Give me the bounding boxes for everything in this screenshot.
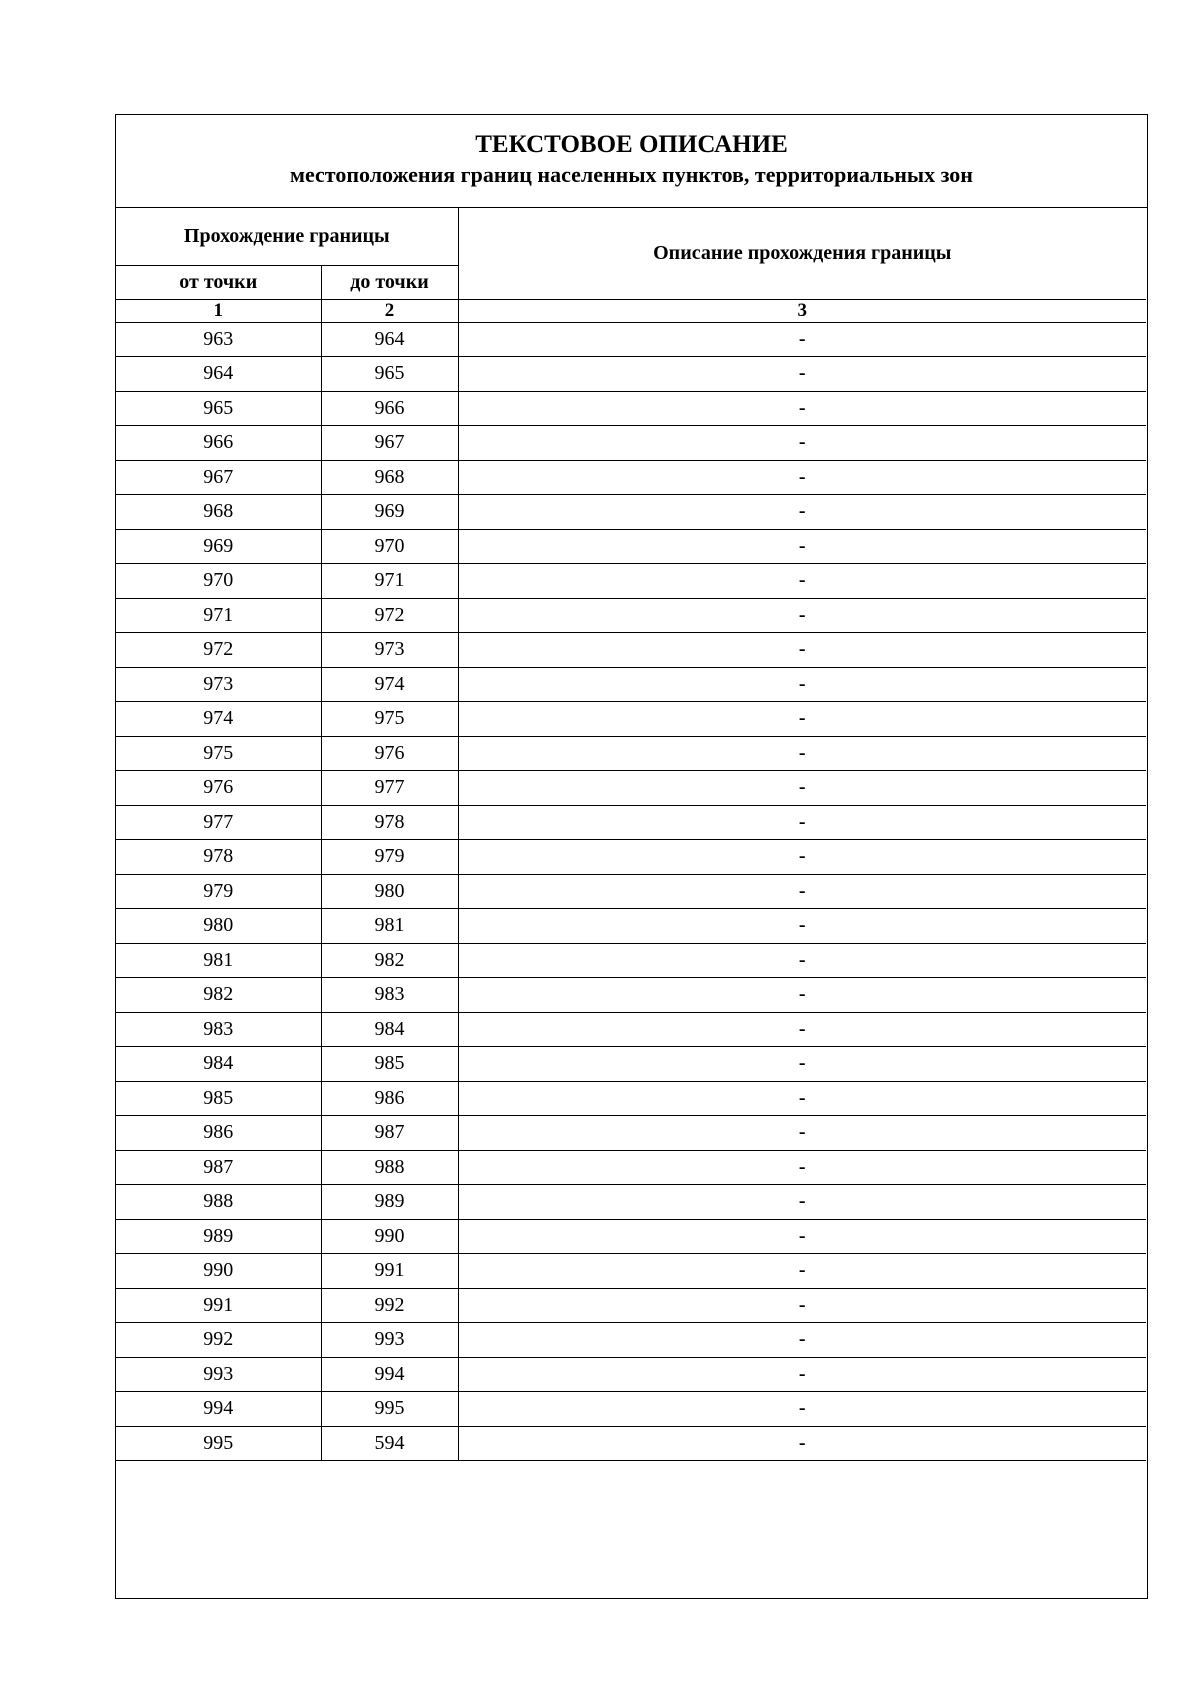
cell-to-point: 995 bbox=[321, 1392, 458, 1427]
cell-to-point: 967 bbox=[321, 426, 458, 461]
cell-description: - bbox=[458, 1323, 1146, 1358]
cell-from-point: 988 bbox=[116, 1185, 321, 1220]
table-row bbox=[116, 874, 1146, 909]
cell-to-point: 991 bbox=[321, 1254, 458, 1289]
cell-to-point: 970 bbox=[321, 529, 458, 564]
cell-to-point: 969 bbox=[321, 495, 458, 530]
cell-description: - bbox=[458, 1185, 1146, 1220]
cell-from-point: 971 bbox=[116, 598, 321, 633]
table-row bbox=[116, 1219, 1146, 1254]
cell-from-point: 965 bbox=[116, 391, 321, 426]
cell-description: - bbox=[458, 840, 1146, 875]
cell-description: - bbox=[458, 529, 1146, 564]
table-row bbox=[116, 736, 1146, 771]
cell-description: - bbox=[458, 1012, 1146, 1047]
cell-from-point: 994 bbox=[116, 1392, 321, 1427]
cell-from-point: 986 bbox=[116, 1116, 321, 1151]
table-row bbox=[116, 460, 1146, 495]
cell-from-point: 981 bbox=[116, 943, 321, 978]
boundary-table bbox=[116, 208, 1146, 1461]
cell-to-point: 971 bbox=[321, 564, 458, 599]
cell-to-point: 978 bbox=[321, 805, 458, 840]
cell-to-point: 979 bbox=[321, 840, 458, 875]
cell-description: - bbox=[458, 322, 1146, 357]
cell-to-point: 985 bbox=[321, 1047, 458, 1082]
cell-to-point: 989 bbox=[321, 1185, 458, 1220]
table-row bbox=[116, 598, 1146, 633]
table-row bbox=[116, 1047, 1146, 1082]
cell-description: - bbox=[458, 564, 1146, 599]
cell-description: - bbox=[458, 702, 1146, 737]
table-row bbox=[116, 840, 1146, 875]
cell-to-point: 988 bbox=[321, 1150, 458, 1185]
table-row bbox=[116, 1392, 1146, 1427]
cell-from-point: 995 bbox=[116, 1426, 321, 1461]
table-row bbox=[116, 1426, 1146, 1461]
title-block bbox=[116, 115, 1147, 208]
table-row bbox=[116, 909, 1146, 944]
table-row bbox=[116, 1116, 1146, 1151]
cell-to-point: 974 bbox=[321, 667, 458, 702]
cell-description: - bbox=[458, 1116, 1146, 1151]
table-row bbox=[116, 1185, 1146, 1220]
cell-to-point: 968 bbox=[321, 460, 458, 495]
cell-from-point: 977 bbox=[116, 805, 321, 840]
cell-from-point: 992 bbox=[116, 1323, 321, 1358]
cell-description: - bbox=[458, 633, 1146, 668]
cell-description: - bbox=[458, 1288, 1146, 1323]
document-title: ТЕКСТОВОЕ ОПИСАНИЕ bbox=[475, 131, 788, 158]
cell-description: - bbox=[458, 1392, 1146, 1427]
cell-from-point: 982 bbox=[116, 978, 321, 1013]
cell-to-point: 992 bbox=[321, 1288, 458, 1323]
cell-to-point: 990 bbox=[321, 1219, 458, 1254]
table-row bbox=[116, 1288, 1146, 1323]
cell-from-point: 985 bbox=[116, 1081, 321, 1116]
cell-from-point: 991 bbox=[116, 1288, 321, 1323]
cell-to-point: 965 bbox=[321, 357, 458, 392]
cell-from-point: 978 bbox=[116, 840, 321, 875]
cell-description: - bbox=[458, 874, 1146, 909]
document-subtitle: местоположения границ населенных пунктов, территориальных зон bbox=[290, 162, 973, 187]
cell-to-point: 993 bbox=[321, 1323, 458, 1358]
table-row bbox=[116, 1254, 1146, 1289]
cell-from-point: 968 bbox=[116, 495, 321, 530]
cell-description: - bbox=[458, 495, 1146, 530]
cell-from-point: 990 bbox=[116, 1254, 321, 1289]
cell-description: - bbox=[458, 1150, 1146, 1185]
cell-description: - bbox=[458, 391, 1146, 426]
table-row bbox=[116, 1323, 1146, 1358]
header-col-2: 2 bbox=[321, 299, 458, 322]
cell-from-point: 979 bbox=[116, 874, 321, 909]
cell-to-point: 972 bbox=[321, 598, 458, 633]
cell-from-point: 973 bbox=[116, 667, 321, 702]
cell-to-point: 981 bbox=[321, 909, 458, 944]
cell-description: - bbox=[458, 1357, 1146, 1392]
cell-description: - bbox=[458, 909, 1146, 944]
cell-to-point: 977 bbox=[321, 771, 458, 806]
cell-from-point: 976 bbox=[116, 771, 321, 806]
table-row bbox=[116, 1357, 1146, 1392]
cell-description: - bbox=[458, 1426, 1146, 1461]
cell-to-point: 983 bbox=[321, 978, 458, 1013]
cell-to-point: 982 bbox=[321, 943, 458, 978]
cell-from-point: 970 bbox=[116, 564, 321, 599]
cell-from-point: 983 bbox=[116, 1012, 321, 1047]
cell-to-point: 966 bbox=[321, 391, 458, 426]
header-to-point: до точки bbox=[321, 265, 458, 299]
cell-from-point: 993 bbox=[116, 1357, 321, 1392]
cell-description: - bbox=[458, 667, 1146, 702]
document-sheet bbox=[115, 114, 1148, 1599]
cell-to-point: 980 bbox=[321, 874, 458, 909]
cell-to-point: 984 bbox=[321, 1012, 458, 1047]
table-row bbox=[116, 1012, 1146, 1047]
cell-description: - bbox=[458, 1081, 1146, 1116]
cell-from-point: 966 bbox=[116, 426, 321, 461]
cell-description: - bbox=[458, 426, 1146, 461]
cell-to-point: 594 bbox=[321, 1426, 458, 1461]
table-body bbox=[116, 322, 1146, 1461]
table-row bbox=[116, 495, 1146, 530]
cell-from-point: 964 bbox=[116, 357, 321, 392]
cell-from-point: 963 bbox=[116, 322, 321, 357]
table-row bbox=[116, 771, 1146, 806]
cell-to-point: 994 bbox=[321, 1357, 458, 1392]
header-col-3: 3 bbox=[458, 299, 1146, 322]
table-row bbox=[116, 426, 1146, 461]
table-row bbox=[116, 529, 1146, 564]
cell-description: - bbox=[458, 943, 1146, 978]
cell-from-point: 987 bbox=[116, 1150, 321, 1185]
header-from-point: от точки bbox=[116, 265, 321, 299]
cell-from-point: 980 bbox=[116, 909, 321, 944]
cell-to-point: 964 bbox=[321, 322, 458, 357]
cell-from-point: 989 bbox=[116, 1219, 321, 1254]
header-boundary-passage: Прохождение границы bbox=[116, 208, 458, 265]
header-col-1: 1 bbox=[116, 299, 321, 322]
table-row bbox=[116, 1081, 1146, 1116]
cell-description: - bbox=[458, 805, 1146, 840]
table-row bbox=[116, 1150, 1146, 1185]
table-row bbox=[116, 943, 1146, 978]
cell-from-point: 975 bbox=[116, 736, 321, 771]
cell-to-point: 986 bbox=[321, 1081, 458, 1116]
cell-description: - bbox=[458, 771, 1146, 806]
cell-to-point: 987 bbox=[321, 1116, 458, 1151]
table-row bbox=[116, 667, 1146, 702]
table-row bbox=[116, 391, 1146, 426]
table-row bbox=[116, 633, 1146, 668]
cell-to-point: 973 bbox=[321, 633, 458, 668]
cell-from-point: 967 bbox=[116, 460, 321, 495]
table-row bbox=[116, 322, 1146, 357]
table-row bbox=[116, 702, 1146, 737]
cell-description: - bbox=[458, 357, 1146, 392]
header-description: Описание прохождения границы bbox=[458, 208, 1146, 299]
cell-description: - bbox=[458, 460, 1146, 495]
cell-to-point: 975 bbox=[321, 702, 458, 737]
cell-from-point: 969 bbox=[116, 529, 321, 564]
cell-description: - bbox=[458, 1254, 1146, 1289]
table-row bbox=[116, 357, 1146, 392]
cell-description: - bbox=[458, 1219, 1146, 1254]
cell-from-point: 974 bbox=[116, 702, 321, 737]
cell-description: - bbox=[458, 736, 1146, 771]
cell-description: - bbox=[458, 978, 1146, 1013]
cell-description: - bbox=[458, 1047, 1146, 1082]
cell-from-point: 972 bbox=[116, 633, 321, 668]
cell-to-point: 976 bbox=[321, 736, 458, 771]
cell-from-point: 984 bbox=[116, 1047, 321, 1082]
cell-description: - bbox=[458, 598, 1146, 633]
table-row bbox=[116, 564, 1146, 599]
table-row bbox=[116, 978, 1146, 1013]
table-row bbox=[116, 805, 1146, 840]
